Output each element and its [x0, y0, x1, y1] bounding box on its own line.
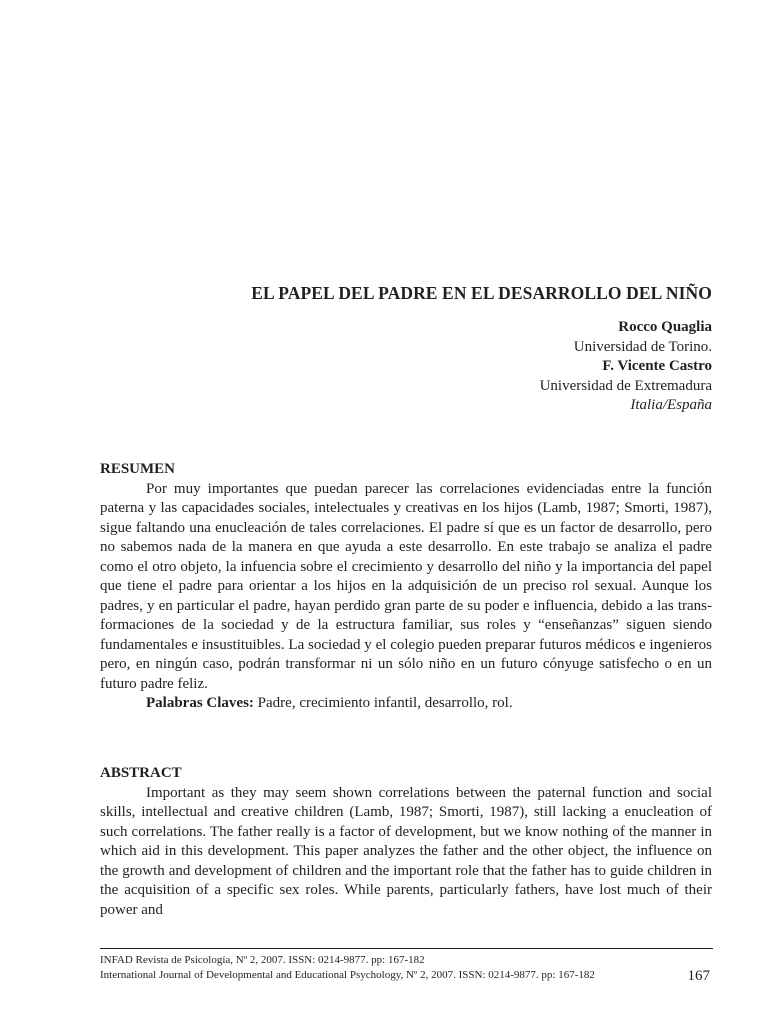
footer-divider	[100, 948, 713, 949]
keywords-text: Padre, crecimiento infantil, desarrollo, rol.	[253, 695, 513, 711]
author-affiliation-2: Universidad de Extremadura	[539, 377, 712, 394]
abstract-heading: ABSTRACT	[100, 765, 182, 781]
article-title: EL PAPEL DEL PADRE EN EL DESARROLLO DEL NIÑO	[251, 283, 712, 303]
author-affiliation-1: Universidad de Torino.	[573, 338, 712, 355]
author-block	[312, 318, 712, 416]
abstract-body: Important as they may seem shown correlations between the paternal function and social skills, intellectual and creative children (Lamb, 1987; Smorti, 1987), still lacking a enucleation of such correlations. The father really is a factor of development, but we know nothing of the manner in which aid in this development. This paper analyzes the father and the other object, the influence on the growth and development of children and the important role that the father has to guide children in the acquisition of a specific sex roles. While parents, particularly fathers, have lost much of their power and	[100, 784, 712, 918]
footer-line-1: INFAD Revista de Psicología, Nº 2, 2007. ISSN: 0214-9877. pp: 167-182	[100, 954, 425, 966]
resumen-body: Por muy importantes que puedan parecer las correlaciones evidenciadas entre la función paterna y las capacidades sociales, intelectuales y creativas en los hijos (Lamb, 1987; Smorti, 1987), sigue faltando una enucleación de tales correlaciones. El padre sí que es un factor de desarrollo, pero no sabemos nada de la manera en que ayuda a este desarrollo. En este trabajo se analiza el padre como el otro objeto, la infuencia sobre el crecimiento y desarrollo del niño y la importancia del papel que tiene el padre para orientar a los hijos en la adquisición de un preciso rol sexual. Aunque los padres, y en particular el padre, hayan perdido gran parte de su poder e influencia, debido a las transformaciones de la sociedad y de la estructura familiar, sus roles y “enseñanzas” siguen siendo fundamentales e insustituibles. La sociedad y el colegio pueden preparar futuros médicos e ingenieros pero, en ningún caso, podrán transformar ni un sólo niño en un futuro cónyuge satisfecho o en un futuro padre feliz.	[100, 480, 712, 692]
keywords-line	[100, 694, 712, 714]
footer-line-2: International Journal of Developmental and Educational Psychology, Nº 2, 2007. ISSN: 0214-9877. pp: 167-182	[100, 968, 595, 981]
footer-citation	[100, 953, 712, 982]
resumen-section	[100, 460, 712, 714]
page-number: 167	[687, 968, 710, 984]
abstract-section	[100, 764, 712, 920]
keywords-label: Palabras Claves:	[146, 695, 254, 711]
author-location: Italia/España	[630, 397, 712, 413]
resumen-heading: RESUMEN	[100, 461, 176, 477]
author-name-1: Rocco Quaglia	[618, 319, 712, 335]
author-name-2: F. Vicente Castro	[602, 358, 712, 374]
